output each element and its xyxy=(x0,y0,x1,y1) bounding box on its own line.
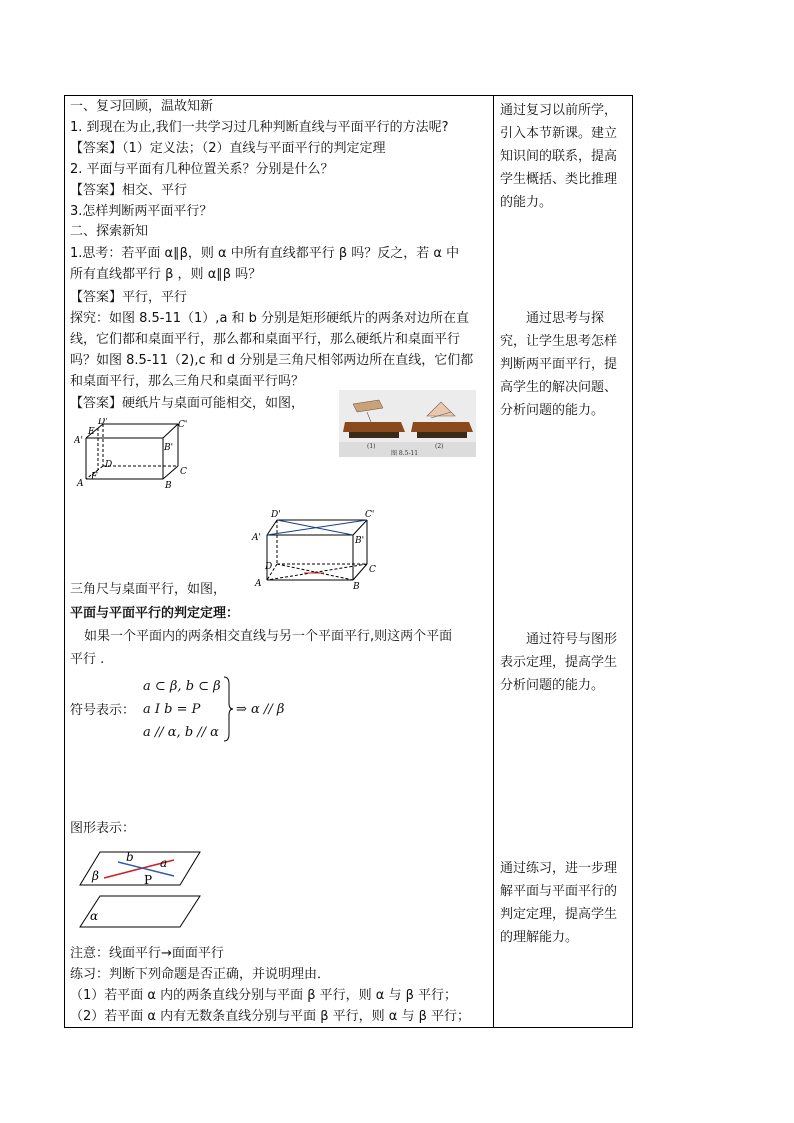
answer-2: 【答案】相交、平行 xyxy=(70,183,188,198)
note-line: 注意：线面平行→面面平行 xyxy=(70,946,224,961)
box2-label-a: A xyxy=(255,579,262,589)
symbol-result: ⇒ α // β xyxy=(236,702,285,717)
planes-figure xyxy=(78,848,204,930)
box-figure-2 xyxy=(249,506,379,590)
box1-label-c: C xyxy=(180,467,187,477)
photo-label-1: (1) xyxy=(367,443,376,450)
purpose-symbol: 通过符号与图形表示定理，提高学生分析问题的能力。 xyxy=(500,632,618,693)
box2-label-d-prime: D' xyxy=(271,510,281,520)
label-p: P xyxy=(144,873,153,887)
theorem-text-line1: 如果一个平面内的两条相交直线与另一个平面平行,则这两个平面 xyxy=(84,629,453,644)
explore-text-line1: 探究：如图 8.5-11（1）,a 和 b 分别是矩形硬纸片的两条对边所在直 xyxy=(70,311,470,326)
symbol-brace xyxy=(222,676,234,742)
exercise-1: （1）若平面 α 内的两条直线分别与平面 β 平行，则 α 与 β 平行； xyxy=(70,988,458,1003)
section-review-heading: 一、复习回顾，温故知新 xyxy=(70,99,214,114)
explore-text-line2: 线，它们都和桌面平行，那么都和桌面平行，那么硬纸片和桌面平行 xyxy=(70,332,461,347)
box2-label-a-prime: A' xyxy=(252,533,261,543)
box1-label-b: B xyxy=(165,481,172,491)
box1-label-e: E xyxy=(88,427,95,437)
purpose-explore: 通过思考与探究，让学生思考怎样判断两平面平行，提高学生的解决问题、分析问题的能力。 xyxy=(500,311,618,418)
question-2: 2. 平面与平面有几种位置关系？分别是什么？ xyxy=(70,162,334,177)
label-alpha: α xyxy=(90,909,99,923)
label-beta: β xyxy=(92,869,99,883)
box2-label-c: C xyxy=(369,565,376,575)
figure-label: 图形表示： xyxy=(70,821,136,836)
box1-label-d-prime: D' xyxy=(98,418,108,427)
label-a: a xyxy=(160,856,168,870)
triangle-answer: 三角尺与桌面平行，如图， xyxy=(70,582,227,597)
box1-label-b-prime: B' xyxy=(164,443,174,453)
question-3: 3.怎样判断两平面平行？ xyxy=(70,204,213,219)
exercise-intro: 练习：判断下列命题是否正确，并说明理由． xyxy=(70,967,331,982)
box2-label-b-prime: B' xyxy=(355,536,365,546)
box2-label-b: B xyxy=(353,582,360,590)
box1-label-a: A xyxy=(77,479,84,489)
textbook-photo-8-5-11 xyxy=(339,390,476,457)
symbol-condition-1: a ⊂ β, b ⊂ β xyxy=(143,679,221,694)
question-1: 1. 到现在为止,我们一共学习过几种判断直线与平面平行的方法呢? xyxy=(70,120,449,135)
exercise-2: （2）若平面 α 内有无数条直线分别与平面 β 平行，则 α 与 β 平行； xyxy=(70,1009,471,1024)
think-answer: 【答案】平行，平行 xyxy=(70,290,188,305)
theorem-text-line2: 平行 . xyxy=(70,652,105,667)
box1-label-f: F xyxy=(91,472,98,482)
symbol-condition-2: a I b = P xyxy=(143,702,201,717)
box-figure-1 xyxy=(74,418,204,492)
section-explore-heading: 二、探索新知 xyxy=(70,224,149,239)
explore-text-line4: 和桌面平行，那么三角尺和桌面平行吗？ xyxy=(70,374,305,389)
column-divider xyxy=(493,95,494,1028)
symbol-condition-3: a // α, b // α xyxy=(143,725,219,740)
symbol-label: 符号表示： xyxy=(70,703,136,718)
box1-label-c-prime: C' xyxy=(178,420,188,430)
box2-label-c-prime: C' xyxy=(365,510,375,520)
label-b: b xyxy=(126,850,134,864)
think-question-line1: 1.思考：若平面 α∥β，则 α 中所有直线都平行 β 吗？反之，若 α 中 xyxy=(70,246,460,261)
theorem-title: 平面与平面平行的判定定理： xyxy=(70,606,240,621)
box2-label-d: D xyxy=(265,562,273,572)
explore-answer: 【答案】硬纸片与桌面可能相交，如图， xyxy=(70,396,305,411)
explore-text-line3: 吗？如图 8.5-11（2),c 和 d 分别是三角尺相邻两边所在直线，它们都 xyxy=(70,353,474,368)
box1-label-d: D xyxy=(105,460,113,470)
answer-1: 【答案】（1）定义法；（2）直线与平面平行的判定定理 xyxy=(70,141,386,156)
purpose-review: 通过复习以前所学，引入本节新课。建立知识间的联系，提高学生概括、类比推理的能力。 xyxy=(500,103,618,210)
purpose-exercise: 通过练习，进一步理解平面与平面平行的判定定理，提高学生的理解能力。 xyxy=(500,861,618,945)
photo-caption: 图 8.5-11 xyxy=(391,450,419,457)
box1-label-a-prime: A' xyxy=(74,436,83,446)
think-question-line2: 所有直线都平行 β ，则 α∥β 吗？ xyxy=(70,267,262,282)
photo-label-2: (2) xyxy=(435,443,444,450)
